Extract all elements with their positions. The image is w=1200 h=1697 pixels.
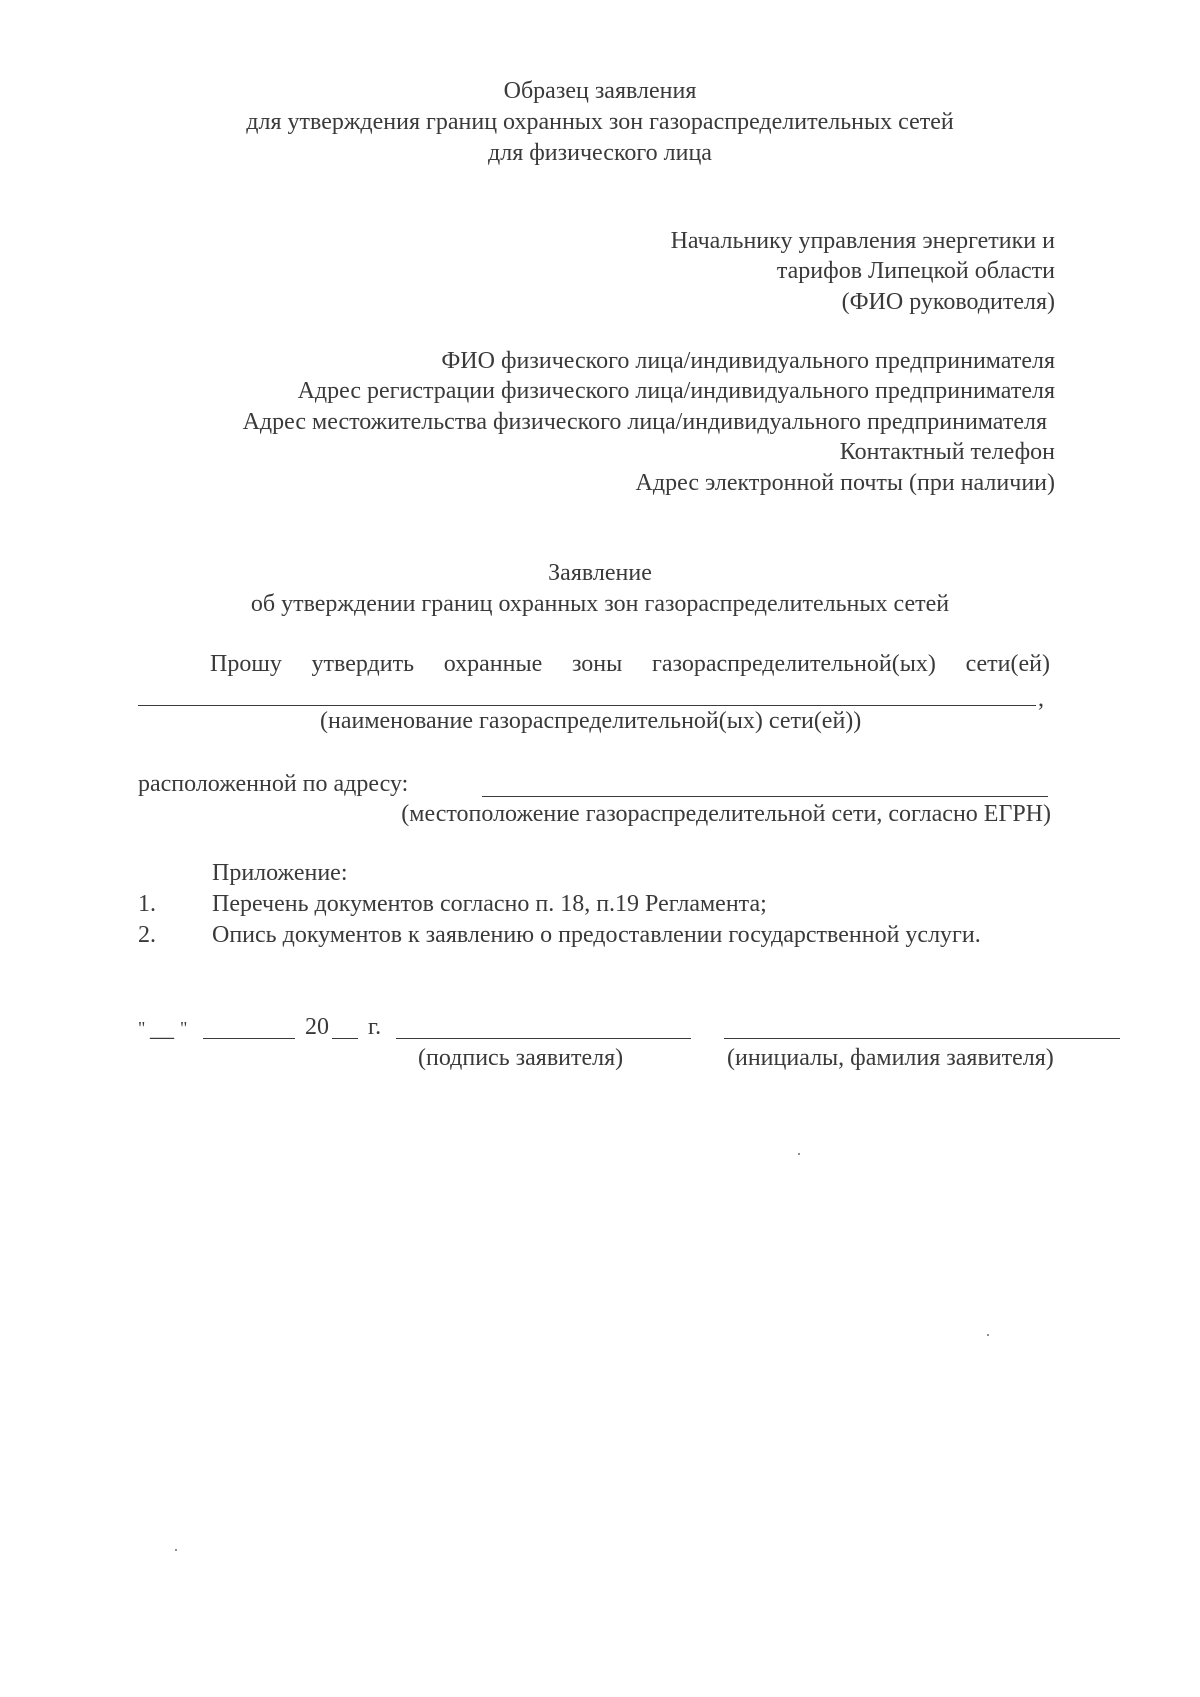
applicant-email: Адрес электронной почты (при наличии) xyxy=(635,470,1055,496)
request-line xyxy=(210,649,1050,679)
scan-speck xyxy=(175,1549,177,1551)
network-name-comma: , xyxy=(1038,686,1044,712)
attachment-number: 2. xyxy=(138,922,156,948)
applicant-name: ФИО физического лица/индивидуального предпринимателя xyxy=(441,348,1055,374)
addressee-line-2: тарифов Липецкой области xyxy=(776,258,1055,284)
date-month-field[interactable] xyxy=(203,1038,295,1039)
header-title: Образец заявления xyxy=(503,78,697,104)
date-close-quote: " xyxy=(180,1018,188,1038)
request-word: газораспределительной(ых) xyxy=(651,651,936,677)
name-caption: (инициалы, фамилия заявителя) xyxy=(727,1045,1054,1071)
location-caption: (местоположение газораспределительной сети, согласно ЕГРН) xyxy=(401,801,1051,827)
location-field[interactable] xyxy=(482,796,1048,797)
applicant-name-field[interactable] xyxy=(724,1038,1120,1039)
date-day-field[interactable]: __ xyxy=(150,1016,174,1042)
date-open-quote: " xyxy=(138,1018,146,1038)
attachment-item: Перечень документов согласно п. 18, п.19 Регламента; xyxy=(212,891,767,917)
request-word: утвердить xyxy=(311,651,415,677)
addressee-line-1: Начальнику управления энергетики и xyxy=(670,228,1055,254)
header-subtitle: для утверждения границ охранных зон газораспределительных сетей xyxy=(246,109,954,135)
applicant-phone: Контактный телефон xyxy=(839,439,1055,465)
attachment-item: Опись документов к заявлению о предоставлении государственной услуги. xyxy=(212,922,981,948)
network-name-caption: (наименование газораспределительной(ых) сети(ей)) xyxy=(320,708,862,734)
scan-speck xyxy=(798,1153,800,1155)
location-label: расположенной по адресу: xyxy=(138,771,409,797)
attachment-number: 1. xyxy=(138,891,156,917)
request-word: зоны xyxy=(571,651,623,677)
year-label: г. xyxy=(368,1014,382,1040)
attachments-heading: Приложение: xyxy=(212,860,348,886)
scan-speck xyxy=(987,1334,989,1336)
statement-subtitle: об утверждении границ охранных зон газораспределительных сетей xyxy=(250,591,950,617)
statement-title: Заявление xyxy=(548,560,652,586)
request-word: сети(ей) xyxy=(965,651,1050,677)
request-word: Прошу xyxy=(210,651,282,677)
request-word: охранные xyxy=(443,651,543,677)
header-subtitle-2: для физического лица xyxy=(488,140,712,166)
applicant-registration-address: Адрес регистрации физического лица/индивидуального предпринимателя xyxy=(297,378,1055,404)
addressee-line-3: (ФИО руководителя) xyxy=(841,289,1055,315)
signature-field[interactable] xyxy=(396,1038,691,1039)
signature-caption: (подпись заявителя) xyxy=(418,1045,624,1071)
applicant-residence-address: Адрес местожительства физического лица/индивидуального предпринимателя xyxy=(242,409,1047,435)
year-suffix-field[interactable] xyxy=(332,1038,358,1039)
year-prefix: 20 xyxy=(305,1014,329,1040)
